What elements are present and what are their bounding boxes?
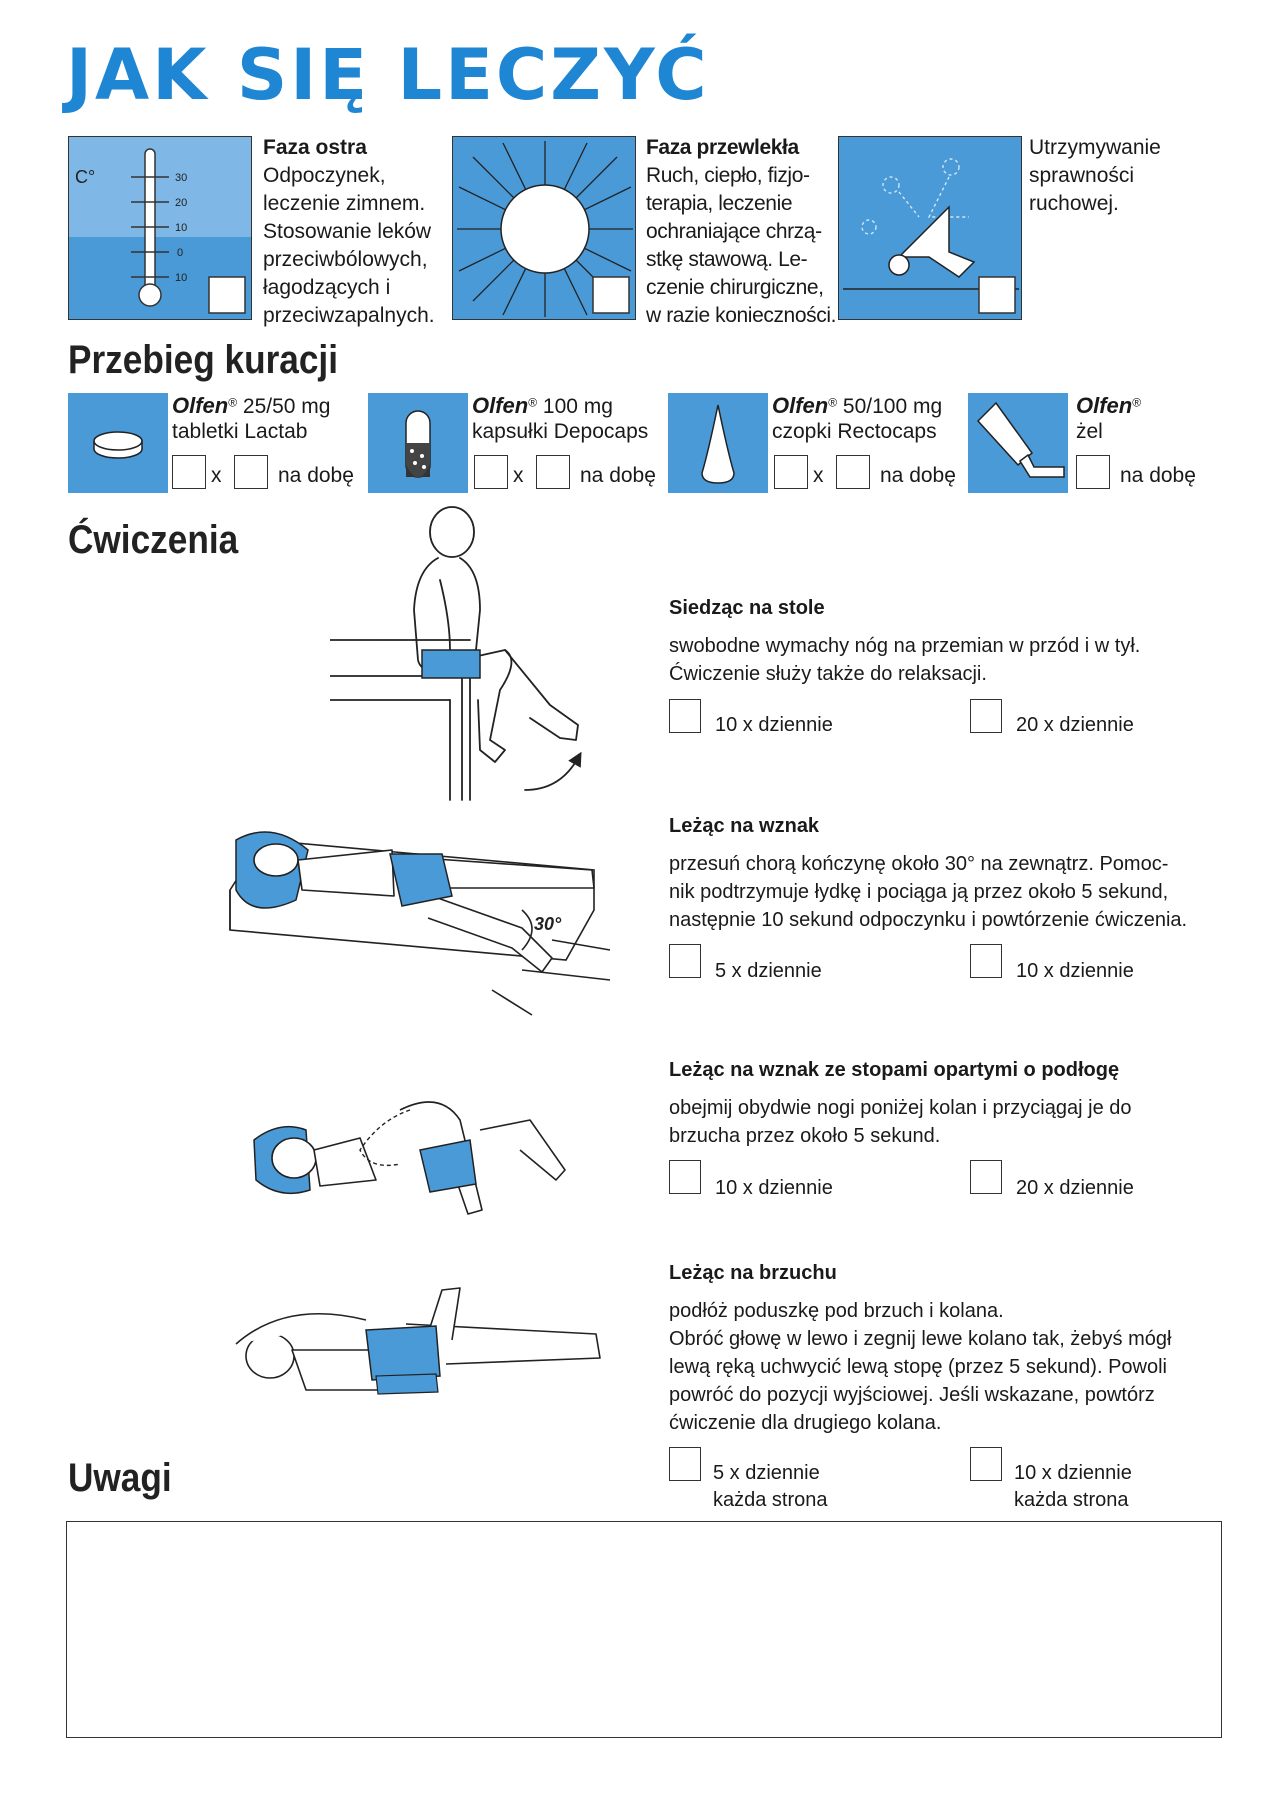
per-day-checkbox[interactable] <box>1076 455 1110 489</box>
drug-capsules <box>368 393 668 493</box>
thermo-tick: 10 <box>175 272 188 284</box>
exercise-text-line: ćwiczenie dla drugiego kolana. <box>669 1412 942 1434</box>
dose-count-checkbox[interactable] <box>774 455 808 489</box>
frequency-checkbox-3a[interactable] <box>669 1160 701 1194</box>
frequency-label: 5 x dziennie <box>715 960 822 982</box>
exercise-text-line: Obróć głowę w lewo i zegnij lewe kolano tak, żebyś mógł <box>669 1328 1172 1350</box>
sun-panel <box>452 136 636 320</box>
drug-form: tabletki Lactab <box>172 420 308 443</box>
phase-line: stkę stawową. Le- <box>646 248 808 271</box>
phase-acute-text <box>263 134 453 330</box>
angle-label: 30° <box>534 914 562 934</box>
drug-brand: Olfen <box>472 393 529 418</box>
dose-count-checkbox[interactable] <box>474 455 508 489</box>
exercise-knees-chest-illustration <box>250 1080 580 1220</box>
drug-form: żel <box>1076 420 1103 443</box>
exercise-text-line: następnie 10 sekund odpoczynku i powtórzenie ćwiczenia. <box>669 909 1188 931</box>
thermometer-icon <box>69 137 252 320</box>
exercise-text-line: przesuń chorą kończynę około 30° na zewnątrz. Pomoc- <box>669 853 1169 875</box>
frequency-checkbox-3b[interactable] <box>970 1160 1002 1194</box>
phase-heading: Faza przewlekła <box>646 136 799 159</box>
exercise-text-line: obejmij obydwie nogi poniżej kolan i przyciągaj je do <box>669 1097 1132 1119</box>
exercise-4 <box>669 1262 1229 1437</box>
phase-line: przeciwzapalnych. <box>263 304 435 327</box>
exercise-figure-icon <box>839 137 1022 320</box>
thermo-tick: 10 <box>175 222 188 234</box>
drug-form: kapsułki Depocaps <box>472 420 649 443</box>
frequency-line: każda strona <box>1014 1489 1129 1511</box>
phase-checkbox[interactable] <box>593 277 629 313</box>
sun-icon <box>453 137 636 320</box>
thermo-unit: C° <box>75 167 96 187</box>
registered-mark: ® <box>1132 395 1142 410</box>
frequency-label: 20 x dziennie <box>1016 1177 1134 1199</box>
frequency-checkbox-4b[interactable] <box>970 1447 1002 1481</box>
drug-form: czopki Rectocaps <box>772 420 937 443</box>
phase-line: Utrzymywanie <box>1029 136 1161 159</box>
drug-brand: Olfen <box>772 393 829 418</box>
registered-mark: ® <box>528 395 538 410</box>
frequency-line: 10 x dziennie <box>1014 1462 1132 1484</box>
drug-brand: Olfen <box>1076 393 1133 418</box>
dose-count-checkbox[interactable] <box>172 455 206 489</box>
per-day-label: na dobę <box>880 464 956 487</box>
phase-line: łagodzących i <box>263 276 391 299</box>
per-day-checkbox[interactable] <box>836 455 870 489</box>
page-title: JAK SIĘ LECZYĆ <box>66 34 710 116</box>
per-day-label: na dobę <box>580 464 656 487</box>
frequency-line: 5 x dziennie <box>713 1462 820 1484</box>
times-label: x <box>513 464 524 487</box>
phase-checkbox[interactable] <box>209 277 245 313</box>
tablet-icon <box>68 393 168 493</box>
drug-dose: 100 mg <box>537 395 613 418</box>
phase-heading: Faza ostra <box>263 136 367 159</box>
times-label: x <box>211 464 222 487</box>
frequency-checkbox-1b[interactable] <box>970 699 1002 733</box>
frequency-label <box>1014 1460 1132 1514</box>
drug-dose: 50/100 mg <box>837 395 943 418</box>
exercise-title: Siedząc na stole <box>669 597 825 619</box>
gel-tube-icon <box>968 393 1068 493</box>
exercise-prone-illustration <box>226 1280 616 1410</box>
per-day-checkbox[interactable] <box>536 455 570 489</box>
frequency-checkbox-2b[interactable] <box>970 944 1002 978</box>
phase-line: ruchowej. <box>1029 192 1119 215</box>
exercise-text-line: brzucha przez około 5 sekund. <box>669 1125 941 1147</box>
per-day-label: na dobę <box>1120 464 1196 487</box>
capsule-icon <box>368 393 468 493</box>
thermo-tick: 20 <box>175 197 188 209</box>
registered-mark: ® <box>228 395 238 410</box>
exercise-text-line: powróć do pozycji wyjściowej. Jeśli wskazane, powtórz <box>669 1384 1155 1406</box>
frequency-label: 20 x dziennie <box>1016 714 1134 736</box>
drug-dose: 25/50 mg <box>237 395 331 418</box>
drug-gel <box>968 393 1218 493</box>
exercise-2 <box>669 815 1249 934</box>
frequency-label: 10 x dziennie <box>1016 960 1134 982</box>
phase-line: leczenie zimnem. <box>263 192 426 215</box>
suppository-icon <box>668 393 768 493</box>
exercise-text-line: nik podtrzymuje łydkę i pociąga ją przez około 5 sekund, <box>669 881 1169 903</box>
drug-brand: Olfen <box>172 393 229 418</box>
phase-line: terapia, leczenie <box>646 192 793 215</box>
phase-checkbox[interactable] <box>979 277 1015 313</box>
exercise-3 <box>669 1059 1229 1150</box>
exercise-title: Leżąc na wznak ze stopami opartymi o podłogę <box>669 1059 1120 1081</box>
times-label: x <box>813 464 824 487</box>
phase-line: ochraniające chrzą- <box>646 220 822 243</box>
phase-line: Odpoczynek, <box>263 164 386 187</box>
phase-line: przeciwbólowych, <box>263 248 428 271</box>
per-day-checkbox[interactable] <box>234 455 268 489</box>
exercise-text-line: Ćwiczenie służy także do relaksacji. <box>669 663 987 685</box>
thermo-tick: 30 <box>175 172 188 184</box>
frequency-checkbox-2a[interactable] <box>669 944 701 978</box>
thermometer-panel <box>68 136 252 320</box>
exercise-title: Leżąc na wznak <box>669 815 820 837</box>
phase-line: Ruch, ciepło, fizjo- <box>646 164 810 187</box>
phase-line: czenie chirurgiczne, <box>646 276 824 299</box>
phase-line: sprawności <box>1029 164 1135 187</box>
frequency-label: 10 x dziennie <box>715 1177 833 1199</box>
exercise-sitting-illustration <box>330 500 600 810</box>
frequency-label: 10 x dziennie <box>715 714 833 736</box>
exercise-1 <box>669 597 1229 688</box>
phase-line: w razie konieczności. <box>646 304 837 327</box>
section-heading-kuracja: Przebieg kuracji <box>68 338 338 382</box>
frequency-checkbox-4a[interactable] <box>669 1447 701 1481</box>
phase-maintenance-text <box>1029 134 1209 218</box>
notes-textarea[interactable] <box>66 1521 1222 1738</box>
frequency-checkbox-1a[interactable] <box>669 699 701 733</box>
frequency-label <box>713 1460 828 1514</box>
section-heading-uwagi: Uwagi <box>68 1456 172 1500</box>
phase-line: Stosowanie leków <box>263 220 432 243</box>
frequency-line: każda strona <box>713 1489 828 1511</box>
section-heading-cwiczenia: Ćwiczenia <box>68 518 239 562</box>
per-day-label: na dobę <box>278 464 354 487</box>
registered-mark: ® <box>828 395 838 410</box>
exercise-text-line: swobodne wymachy nóg na przemian w przód i w tył. <box>669 635 1141 657</box>
exercise-lying-back-illustration <box>222 810 612 1020</box>
exercise-text-line: lewą ręką uchwycić lewą stopę (przez 5 sekund). Powoli <box>669 1356 1167 1378</box>
exercise-title: Leżąc na brzuchu <box>669 1262 837 1284</box>
phase-chronic-text <box>646 134 846 330</box>
drug-tablets <box>68 393 368 493</box>
fitness-panel <box>838 136 1022 320</box>
thermo-tick: 0 <box>177 247 184 259</box>
drug-suppositories <box>668 393 968 493</box>
exercise-text-line: podłóż poduszkę pod brzuch i kolana. <box>669 1300 1004 1322</box>
